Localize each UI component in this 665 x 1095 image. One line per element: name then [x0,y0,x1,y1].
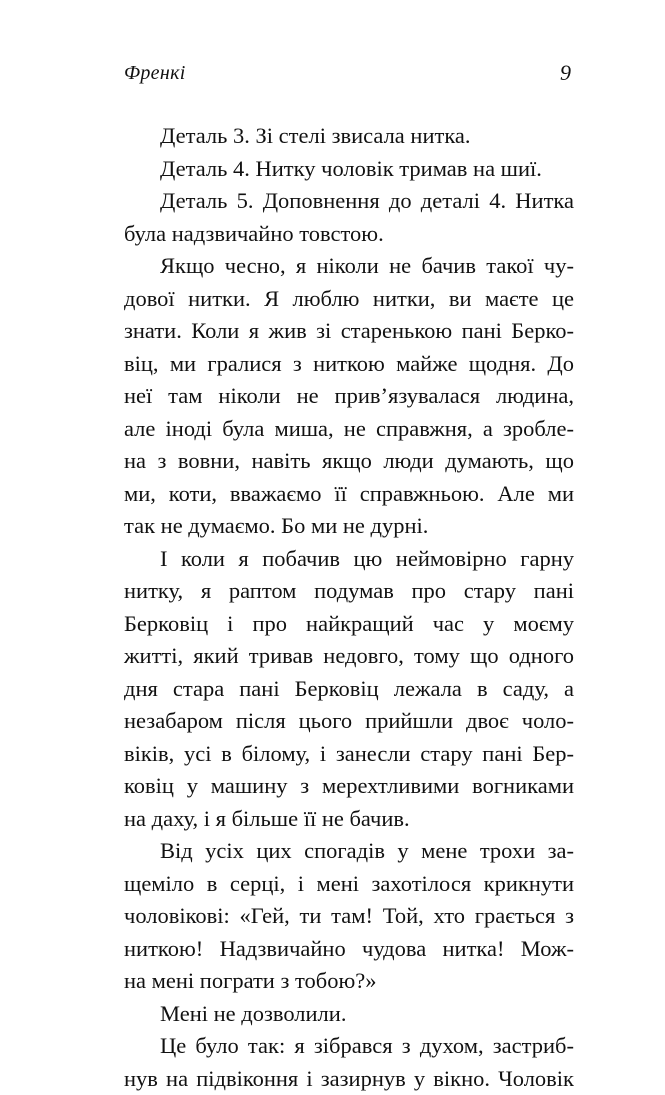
body-text [124,120,574,1095]
paragraph [124,998,574,1031]
text-line: Деталь 3. Зі стелі звисала нитка. [124,120,574,153]
text-line: Деталь 4. Нитку чоловік тримав на шиї. [124,153,574,186]
paragraph [124,1030,574,1095]
text-line: ми, коти, вважаємо її справжньою. Але ми [124,478,574,511]
text-line: нув на підвіконня і зазирнув у вікно. Чоловік [124,1063,574,1095]
text-line: незабаром після цього прийшли двоє чоло- [124,705,574,738]
text-line: віків, усі в білому, і занесли стару пані Бер- [124,738,574,771]
running-title: Френкі [124,62,186,85]
text-line: житті, який тривав недовго, тому що одного [124,640,574,673]
text-line: дня стара пані Берковіц лежала в саду, а [124,673,574,706]
text-line: нитку, я раптом подумав про стару пані [124,575,574,608]
text-line: щеміло в серці, і мені захотілося крикнути [124,868,574,901]
text-line: але іноді була миша, не справжня, а зробле- [124,413,574,446]
page-number: 9 [560,60,571,86]
text-line: знати. Коли я жив зі старенькою пані Берко- [124,315,574,348]
text-line: віц, ми гралися з ниткою майже щодня. До [124,348,574,381]
paragraph [124,543,574,836]
text-line: ниткою! Надзвичайно чудова нитка! Мож- [124,933,574,966]
paragraph [124,120,574,153]
paragraph [124,250,574,543]
text-line: чоловікові: «Гей, ти там! Той, хто грається з [124,900,574,933]
text-line: Деталь 5. Доповнення до деталі 4. Нитка [124,185,574,218]
text-line: на мені пограти з тобою?» [124,965,574,998]
text-line: Це було так: я зібрався з духом, застриб- [124,1030,574,1063]
text-line: на з вовни, навіть якщо люди думають, що [124,445,574,478]
text-line: була надзвичайно товстою. [124,218,574,251]
paragraph [124,153,574,186]
text-line: ковіц у машину з мерехтливими вогниками [124,770,574,803]
paragraph [124,185,574,250]
text-line: дової нитки. Я люблю нитки, ви маєте це [124,283,574,316]
paragraph [124,835,574,998]
text-line: так не думаємо. Бо ми не дурні. [124,510,574,543]
text-line: Мені не дозволили. [124,998,574,1031]
text-line: на даху, і я більше її не бачив. [124,803,574,836]
text-line: І коли я побачив цю неймовірно гарну [124,543,574,576]
text-line: Берковіц і про найкращий час у моєму [124,608,574,641]
text-line: Якщо чесно, я ніколи не бачив такої чу- [124,250,574,283]
text-line: Від усіх цих спогадів у мене трохи за- [124,835,574,868]
text-line: неї там ніколи не прив’язувалася людина, [124,380,574,413]
